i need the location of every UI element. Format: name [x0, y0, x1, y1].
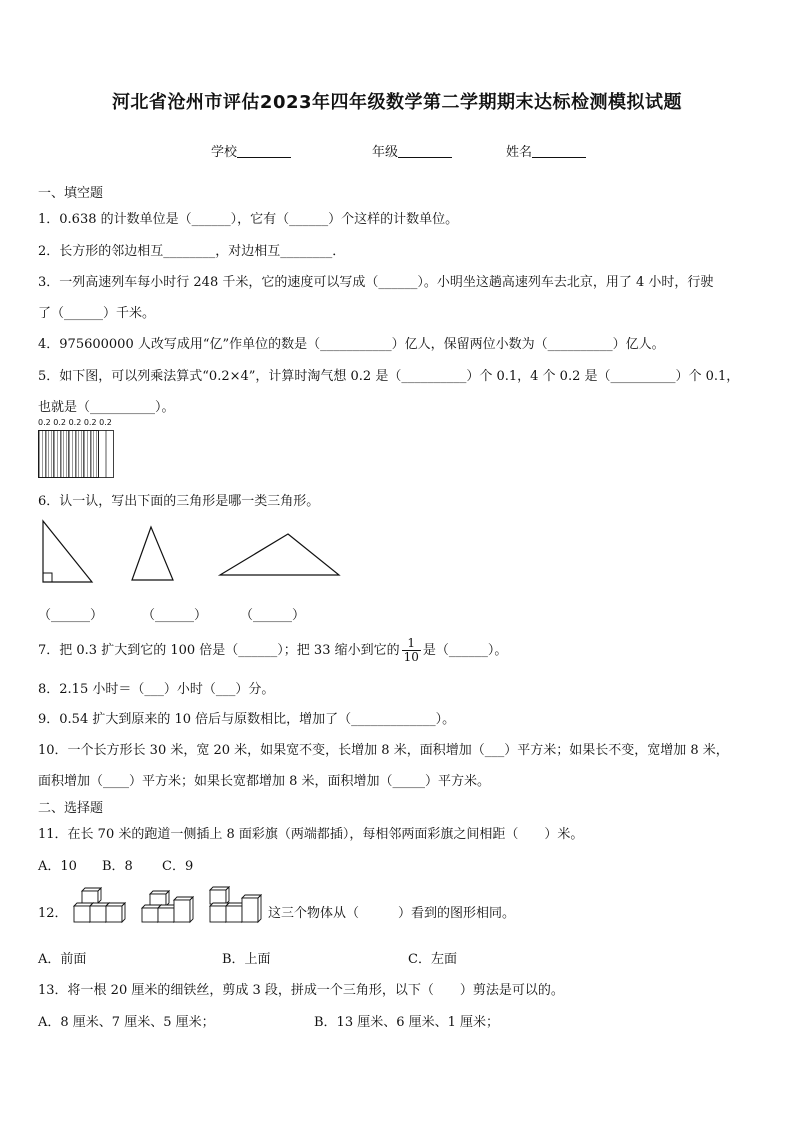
answer-blank: （______） — [142, 608, 208, 623]
question-13: 13．将一根 20 厘米的细铁丝，剪成 3 段，拼成一个三角形，以下（ ）剪法是可以的。 — [38, 983, 564, 998]
cube-stacks-figure — [70, 886, 266, 928]
option-c: C．左面 — [408, 952, 457, 967]
school-label: 学校 — [211, 145, 238, 160]
acute-triangle — [132, 527, 173, 580]
question-7 — [38, 637, 507, 664]
school-field — [211, 141, 291, 160]
question-6: 6．认一认，写出下面的三角形是哪一类三角形。 — [38, 494, 320, 509]
question-4: 4．975600000 人改写成用“亿”作单位的数是（___________）亿人，保留两位小数为（__________）亿人。 — [38, 337, 665, 352]
fraction-one-tenth — [402, 637, 421, 664]
fraction-numerator: 1 — [402, 637, 421, 651]
option-a: A．10 — [38, 859, 77, 874]
option-a: A．8 厘米、7 厘米、5 厘米； — [38, 1015, 215, 1030]
question-5-line2: 也就是（__________）。 — [38, 400, 175, 415]
answer-blank: （______） — [240, 608, 306, 623]
question-10-line2: 面积增加（____）平方米；如果长宽都增加 8 米，面积增加（_____）平方米。 — [38, 774, 491, 789]
question-12-number: 12． — [38, 906, 68, 921]
cube-stack-1 — [74, 888, 125, 922]
name-label: 姓名 — [506, 145, 533, 160]
section-fill-blank: 一、填空题 — [38, 186, 104, 201]
strip-label: 0.2 — [68, 418, 82, 427]
obtuse-triangle — [220, 534, 339, 575]
option-b: B．13 厘米、6 厘米、1 厘米； — [314, 1015, 500, 1030]
question-7-part1: 7．把 0.3 扩大到它的 100 倍是（______）；把 33 缩小到它的 — [38, 643, 400, 658]
question-2: 2．长方形的邻边相互________，对边相互________． — [38, 244, 346, 259]
fraction-denominator: 10 — [403, 650, 419, 664]
grade-blank — [398, 144, 452, 158]
strip-label: 0.2 — [38, 418, 51, 427]
cube-stack-3 — [210, 887, 261, 922]
strip-label: 0.2 — [53, 418, 67, 427]
question-7-part2: 是（______）。 — [422, 643, 508, 658]
strip-drawing — [38, 430, 114, 478]
right-angle-mark — [43, 573, 52, 582]
option-b: B．8 — [102, 859, 133, 874]
question-5-line1: 5．如下图，可以列乘法算式“0.2×4”，计算时淘气想 0.2 是（__________）个 0.1，4 个 0.2 是（__________）个 0.1， — [38, 369, 740, 384]
option-c: C．9 — [162, 859, 194, 874]
school-blank — [237, 144, 291, 158]
question-10-line1: 10．一个长方形长 30 米，宽 20 米，如果宽不变，长增加 8 米，面积增加（___）平方米；如果长不变，宽增加 8 米， — [38, 743, 729, 758]
question-11: 11．在长 70 米的跑道一侧插上 8 面彩旗（两端都插），每相邻两面彩旗之间相距（ ）米。 — [38, 827, 584, 842]
question-1: 1．0.638 的计数单位是（______），它有（______）个这样的计数单位。 — [38, 212, 459, 227]
triangles-figure — [36, 518, 356, 586]
strip-label: 0.2 — [99, 418, 112, 427]
page-title: 河北省沧州市评估2023年四年级数学第二学期期末达标检测模拟试题 — [111, 92, 683, 113]
decimal-strip-figure — [38, 418, 118, 480]
name-blank — [532, 144, 586, 158]
section-multiple-choice: 二、选择题 — [38, 801, 104, 816]
question-3-line1: 3．一列高速列车每小时行 248 千米，它的速度可以写成（______）。小明坐这趟高速列车去北京，用了 4 小时，行驶 — [38, 275, 714, 290]
name-field — [506, 141, 586, 160]
option-b: B．上面 — [222, 952, 271, 967]
cube-stack-2 — [142, 891, 193, 922]
option-a: A．前面 — [38, 952, 87, 967]
question-8: 8．2.15 小时＝（___）小时（___）分。 — [38, 682, 275, 697]
answer-blank: （______） — [38, 608, 104, 623]
question-12-text: 这三个物体从（ ）看到的图形相同。 — [268, 906, 516, 921]
strip-label: 0.2 — [83, 418, 97, 427]
question-3-line2: 了（______）千米。 — [38, 306, 156, 321]
grade-field — [372, 141, 452, 160]
question-9: 9．0.54 扩大到原来的 10 倍后与原数相比，增加了（_____________）。 — [38, 712, 456, 727]
grade-label: 年级 — [372, 145, 399, 160]
